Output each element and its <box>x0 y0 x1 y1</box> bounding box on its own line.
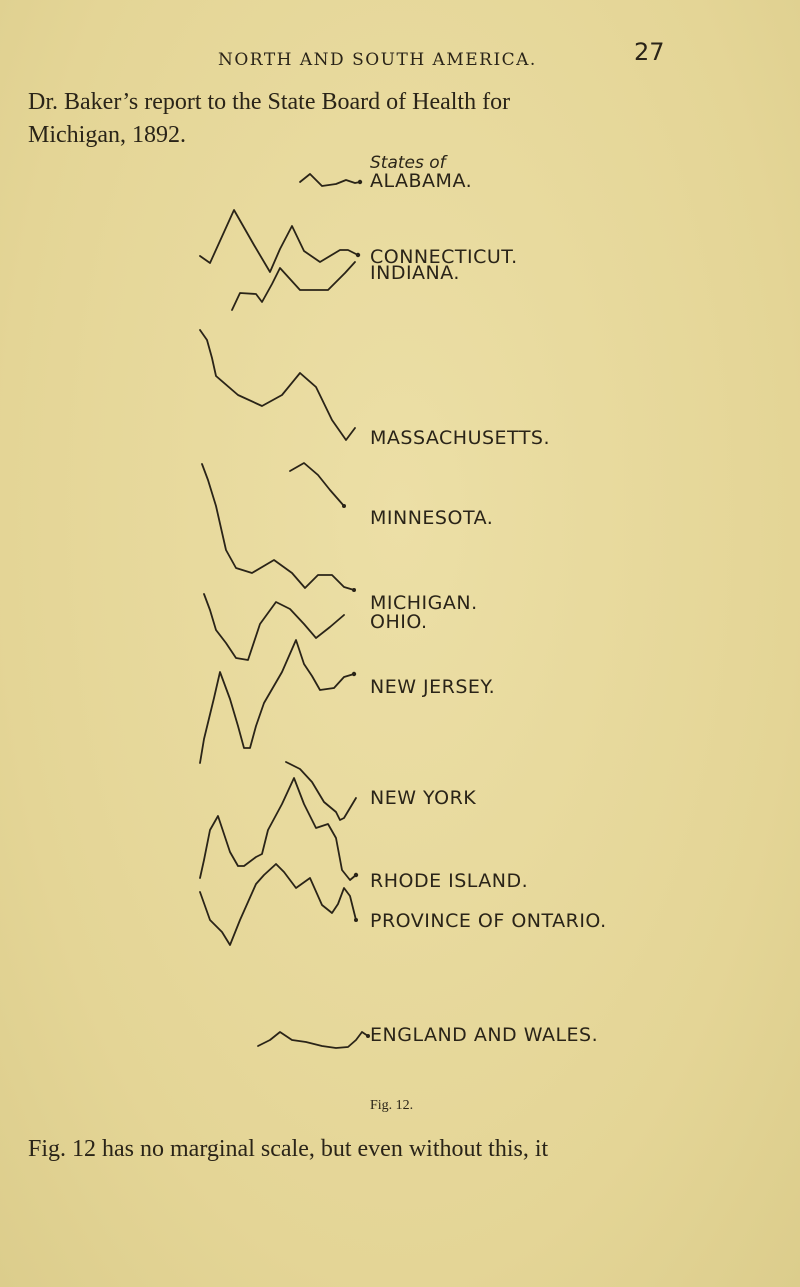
label-connecticut: CONNECTICUT. <box>370 246 518 268</box>
label-ohio: OHIO. <box>370 611 428 633</box>
label-alabama: ALABAMA. <box>370 170 473 192</box>
label-rhode-island: RHODE ISLAND. <box>370 870 529 892</box>
curve-minnesota <box>290 463 344 506</box>
intro-line-1: Dr. Baker’s report to the State Board of Health for <box>28 89 511 115</box>
page-number: 27 <box>634 38 665 66</box>
label-ontario: PROVINCE OF ONTARIO. <box>370 910 607 932</box>
curve-ohio <box>204 594 344 660</box>
curve-michigan <box>202 464 354 590</box>
curve-indiana <box>232 262 355 310</box>
label-massachusetts: MASSACHUSETTS. <box>370 427 551 449</box>
label-indiana: INDIANA. <box>370 262 460 284</box>
curve-massachusetts <box>200 330 355 440</box>
curve-connecticut <box>200 210 358 272</box>
label-england-wales: ENGLAND AND WALES. <box>370 1024 599 1046</box>
curve-ontario <box>200 864 356 945</box>
label-minnesota: MINNESOTA. <box>370 507 494 529</box>
curve-new-jersey <box>200 640 354 763</box>
label-new-jersey: NEW JERSEY. <box>370 676 496 698</box>
label-new-york: NEW YORK <box>370 787 477 809</box>
figure-subtitle: States of <box>370 153 446 173</box>
curve-england-wales <box>258 1032 368 1048</box>
running-title: NORTH AND SOUTH AMERICA. <box>218 50 537 70</box>
figure-caption: Fig. 12. <box>370 1098 414 1113</box>
curve-alabama <box>300 174 360 186</box>
footer-text: Fig. 12 has no marginal scale, but even without this, it <box>28 1136 549 1162</box>
label-michigan: MICHIGAN. <box>370 592 478 614</box>
curve-rhode-island <box>200 778 356 880</box>
intro-line-2: Michigan, 1892. <box>28 122 186 148</box>
curve-new-york <box>286 762 356 820</box>
